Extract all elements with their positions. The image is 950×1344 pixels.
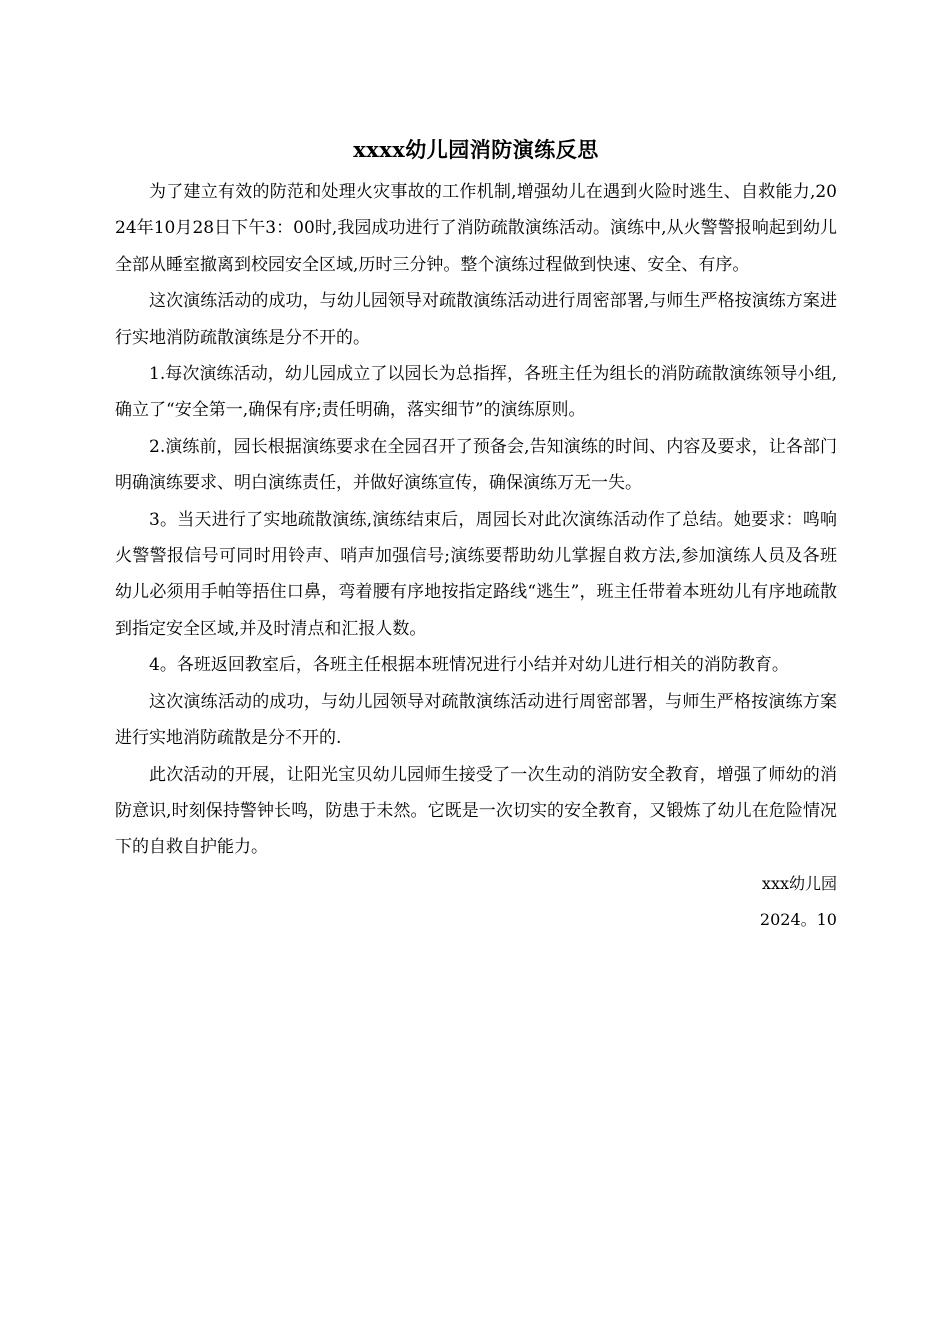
document-title: xxxx幼儿园消防演练反思: [353, 137, 599, 162]
document-page: [115, 128, 837, 939]
paragraph-conclusion: 此次活动的开展，让阳光宝贝幼儿园师生接受了一次生动的消防安全教育，增强了师幼的消防意识,时刻保持警钟长鸣，防患于未然。它既是一次切实的安全教育，又锻炼了幼儿在危险情况下的自救自护能力。: [115, 764, 837, 858]
paragraph-intro: 为了建立有效的防范和处理火灾事故的工作机制,增强幼儿在遇到火险时逃生、自救能力,2024年10月28日下午3：00时,我园成功进行了消防疏散演练活动。演练中,从火警警报响起到幼儿全部从睡室撤离到校园安全区域,历时三分钟。整个演练过程做到快速、安全、有序。: [115, 182, 837, 275]
paragraph-point-2: 2.演练前，园长根据演练要求在全园召开了预备会,告知演练的时间、内容及要求，让各部门明确演练要求、明白演练责任，并做好演练宣传，确保演练万无一失。: [115, 436, 837, 494]
paragraph-point-1: 1.每次演练活动，幼儿园成立了以园长为总指挥，各班主任为组长的消防疏散演练领导小组,确立了“安全第一,确保有序;责任明确，落实细节”的演练原则。: [115, 364, 837, 421]
paragraph-point-3: 3。当天进行了实地疏散演练,演练结束后，周园长对此次演练活动作了总结。她要求：鸣响火警警报信号可同时用铃声、哨声加强信号;演练要帮助幼儿掌握自救方法,参加演练人员及各班幼儿必须用手帕等捂住口鼻，弯着腰有序地按指定路线“逃生”，班主任带着本班幼儿有序地疏散到指定安全区域,并及时清点和汇报人数。: [115, 509, 837, 639]
signature-org: xxx幼儿园: [761, 873, 837, 893]
paragraph-success-repeat: 这次演练活动的成功，与幼儿园领导对疏散演练活动进行周密部署，与师生严格按演练方案进行实地消防疏散是分不开的.: [115, 691, 837, 749]
signature-date: 2024。10: [759, 910, 837, 930]
paragraph-point-4: 4。各班返回教室后，各班主任根据本班情况进行小结并对幼儿进行相关的消防教育。: [149, 655, 789, 676]
paragraph-success: 这次演练活动的成功，与幼儿园领导对疏散演练活动进行周密部署,与师生严格按演练方案进行实地消防疏散演练是分不开的。: [115, 291, 837, 348]
